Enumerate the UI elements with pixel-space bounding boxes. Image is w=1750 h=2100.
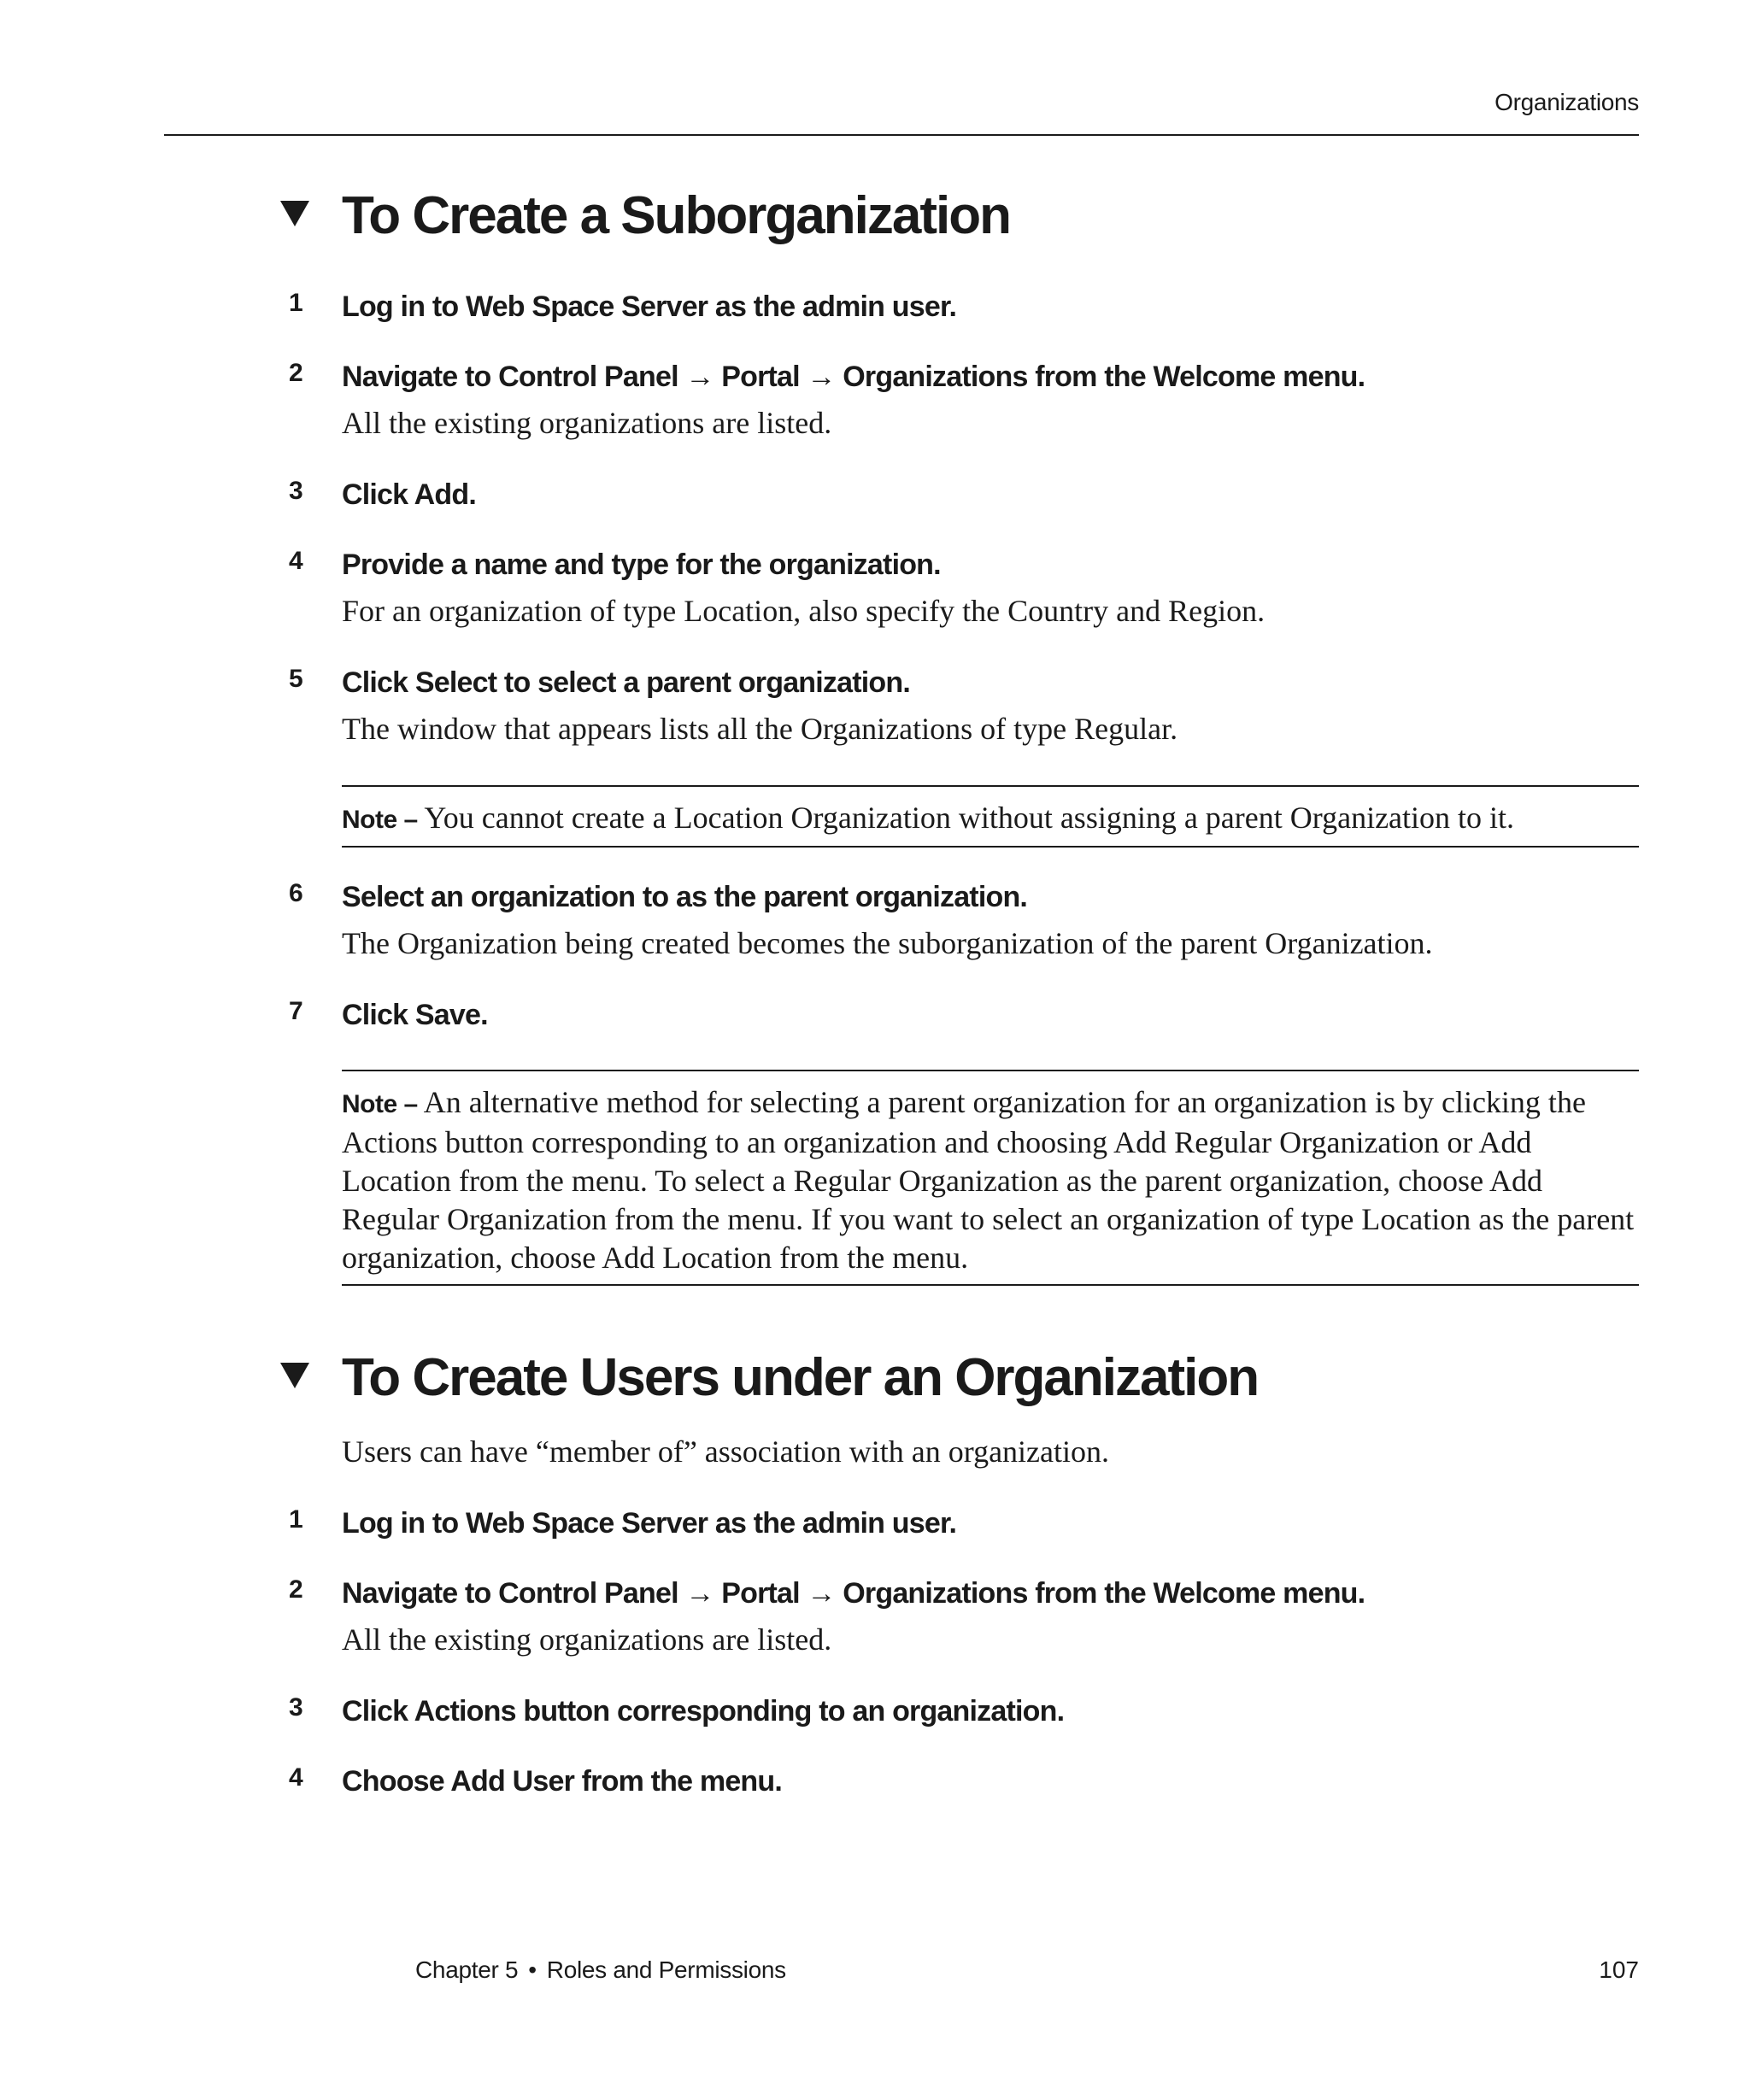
step-item [268, 286, 1639, 327]
step-item [268, 1691, 1639, 1732]
note-label: Note – [342, 806, 418, 834]
step-item [268, 662, 1639, 848]
note-box [342, 785, 1639, 848]
step-instruction: Provide a name and type for the organization. [342, 548, 941, 581]
step-item [268, 474, 1639, 515]
running-head: Organizations [1495, 89, 1639, 115]
step-item [268, 356, 1639, 445]
step-instruction: Select an organization to as the parent organization. [342, 881, 1028, 913]
step-description: The window that appears lists all the Organizations of type Regular. [342, 712, 1178, 746]
step-number: 1 [289, 1505, 303, 1534]
step-number: 4 [289, 1763, 303, 1792]
step-item [268, 1503, 1639, 1544]
step-description: All the existing organizations are listed. [342, 406, 832, 440]
step-description: The Organization being created becomes the suborganization of the parent Organization. [342, 926, 1433, 960]
note-text: You cannot create a Location Organization without assigning a parent Organization to it. [424, 801, 1515, 835]
step-number: 2 [289, 1575, 303, 1604]
section-heading-suborganization [268, 175, 1639, 257]
step-number: 4 [289, 547, 303, 575]
step-instruction: Click Add. [342, 478, 476, 511]
step-description: All the existing organizations are listed. [342, 1622, 832, 1657]
triangle-down-icon [280, 201, 309, 226]
step-number: 3 [289, 1693, 303, 1722]
section-title: To Create a Suborganization [342, 186, 1010, 245]
step-item [268, 1573, 1639, 1662]
step-instruction: Click Select to select a parent organization. [342, 666, 910, 699]
section-title: To Create Users under an Organization [342, 1348, 1259, 1407]
step-number: 7 [289, 997, 303, 1025]
step-list [289, 1503, 1639, 1802]
step-item [268, 877, 1639, 965]
page-number: 107 [1599, 1956, 1639, 1983]
note-label: Note – [342, 1090, 418, 1118]
step-instruction: Click Actions button corresponding to an organization. [342, 1695, 1065, 1728]
step-list [289, 286, 1639, 1286]
footer-bullet: • [528, 1956, 537, 1983]
step-number: 6 [289, 879, 303, 907]
step-instruction: Choose Add User from the menu. [342, 1765, 783, 1798]
step-description: For an organization of type Location, also specify the Country and Region. [342, 594, 1266, 628]
note-text: An alternative method for selecting a parent organization for an organization is by clicking the Actions button corresponding to an organization and choosing Add Regular Organization or Add Location from the menu. To select a Regular Organization as the parent organization, choose Add Regular Organization from the menu. If you want to select an organization of type Location as the parent organization, choose Add Location from the menu. [342, 1085, 1635, 1275]
header-divider [164, 134, 1639, 136]
note-box [342, 1070, 1639, 1286]
section-heading-users [268, 1337, 1639, 1419]
step-instruction: Log in to Web Space Server as the admin user. [342, 290, 957, 323]
step-instruction: Navigate to Control Panel → Portal → Organizations from the Welcome menu. [342, 1577, 1365, 1610]
step-number: 5 [289, 665, 303, 693]
page-footer [415, 1956, 786, 1984]
page-content [289, 175, 1639, 1802]
section-intro: Users can have “member of” association with an organization. [342, 1434, 1110, 1469]
step-number: 2 [289, 359, 303, 387]
step-item [268, 994, 1639, 1286]
step-instruction: Navigate to Control Panel → Portal → Organizations from the Welcome menu. [342, 361, 1365, 393]
step-item [268, 544, 1639, 633]
step-number: 3 [289, 477, 303, 505]
triangle-down-icon [280, 1363, 309, 1388]
step-instruction: Click Save. [342, 999, 488, 1031]
step-number: 1 [289, 289, 303, 317]
step-item [268, 1761, 1639, 1802]
chapter-number: Chapter 5 [415, 1956, 519, 1983]
step-instruction: Log in to Web Space Server as the admin user. [342, 1507, 957, 1540]
chapter-title: Roles and Permissions [546, 1956, 786, 1983]
